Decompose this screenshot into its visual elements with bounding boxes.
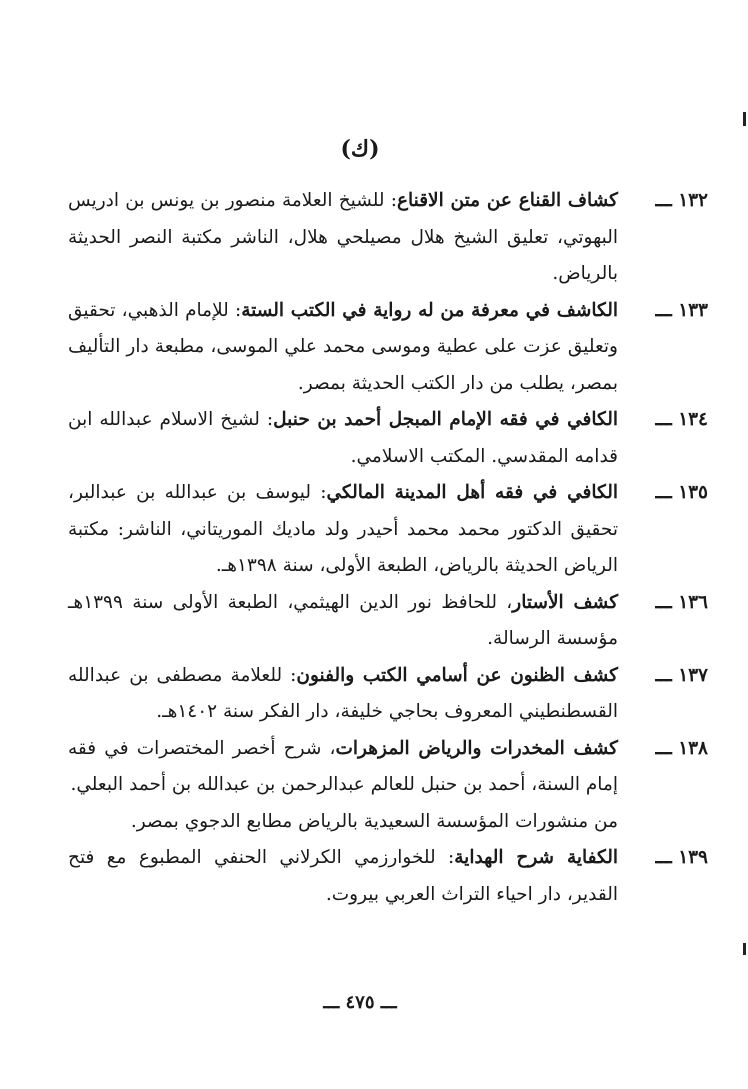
section-heading: (ك) (340, 136, 380, 162)
entry-number: ١٣٩ ـــ (655, 847, 708, 868)
entry-body: : للخوارزمي الكرلاني الحنفي المطبوع مع فتح القدير، دار احياء التراث العربي بيروت. (68, 847, 618, 905)
entry-number: ١٣٢ ـــ (655, 190, 708, 211)
entry-number: ١٣٣ ـــ (655, 299, 708, 321)
entry-body: : لشيخ الاسلام عبدالله ابن قدامه المقدسي. المكتب الاسلامي. (68, 409, 618, 467)
entry-body: ، شرح أخصر المختصرات في فقه إمام السنة، أحمد بن حنبل للعالم عبدالرحمن بن عبدالله بن أحمد البعلي. (68, 737, 618, 795)
entry-title: كشف الأستار (512, 591, 618, 613)
entry-number: ١٣٦ ـــ (655, 591, 708, 613)
entry-title: الكفاية شرح الهداية (454, 847, 619, 868)
entry-body: : للشيخ العلامة منصور بن يونس بن ادريس البهوتي، تعليق الشيخ هلال مصيلحي هلال، الناشر مكتبة النصر الحديثة بالرياض. (68, 190, 618, 284)
bibliography-entry (68, 840, 708, 913)
entry-note: من منشورات المؤسسة السعيدية بالرياض مطابع الدجوي بمصر. (130, 810, 618, 832)
entry-title: كشف الظنون عن أسامي الكتب والفنون (296, 664, 618, 686)
entry-number: ١٣٥ ـــ (655, 482, 708, 503)
bibliography-entry (68, 731, 708, 841)
entry-title: كشاف القناع عن متن الاقناع (396, 190, 618, 211)
edge-mark-bottom (743, 943, 746, 955)
entry-body: : للعلامة مصطفى بن عبدالله القسطنطيني المعروف بحاجي خليفة، دار الفكر سنة ١٤٠٢هـ. (68, 664, 618, 722)
edge-mark-top (743, 112, 746, 126)
bibliography-entry (68, 183, 708, 293)
entry-body: : للإمام الذهبي، تحقيق وتعليق عزت على عطية وموسى محمد علي الموسى، مطبعة دار التأليف بمصر، يطلب من دار الكتب الحديثة بمصر. (68, 299, 618, 394)
entry-title: كشف المخدرات والرياض المزهرات (335, 737, 618, 759)
bibliography-entry (68, 293, 708, 403)
page-number: ـــ ٤٧٥ ـــ (323, 992, 397, 1013)
entry-number: ١٣٨ ـــ (655, 737, 708, 759)
entry-title: الكافي في فقه أهل المدينة المالكي (326, 482, 618, 503)
bibliography-entry (68, 475, 708, 585)
entry-number: ١٣٤ ـــ (655, 409, 708, 430)
entry-body: : ليوسف بن عبدالله بن عبدالبر، تحقيق الدكتور محمد محمد أحيدر ولد ماديك الموريتاني، الناشر: مكتبة الرياض الحديثة بالرياض، الطبعة الأولى، سنة ١٣٩٨هـ. (68, 482, 618, 576)
bibliography-entry (68, 585, 708, 658)
entry-number: ١٣٧ ـــ (655, 664, 708, 686)
entry-title: الكاشف في معرفة من له رواية في الكتب الستة (241, 299, 618, 321)
bibliography-entry (68, 402, 708, 475)
bibliography-entry (68, 658, 708, 731)
bibliography-list (68, 183, 708, 913)
entry-body: ، للحافظ نور الدين الهيثمي، الطبعة الأولى سنة ١٣٩٩هـ مؤسسة الرسالة. (68, 591, 618, 649)
entry-title: الكافي في فقه الإمام المبجل أحمد بن حنبل (273, 409, 618, 430)
